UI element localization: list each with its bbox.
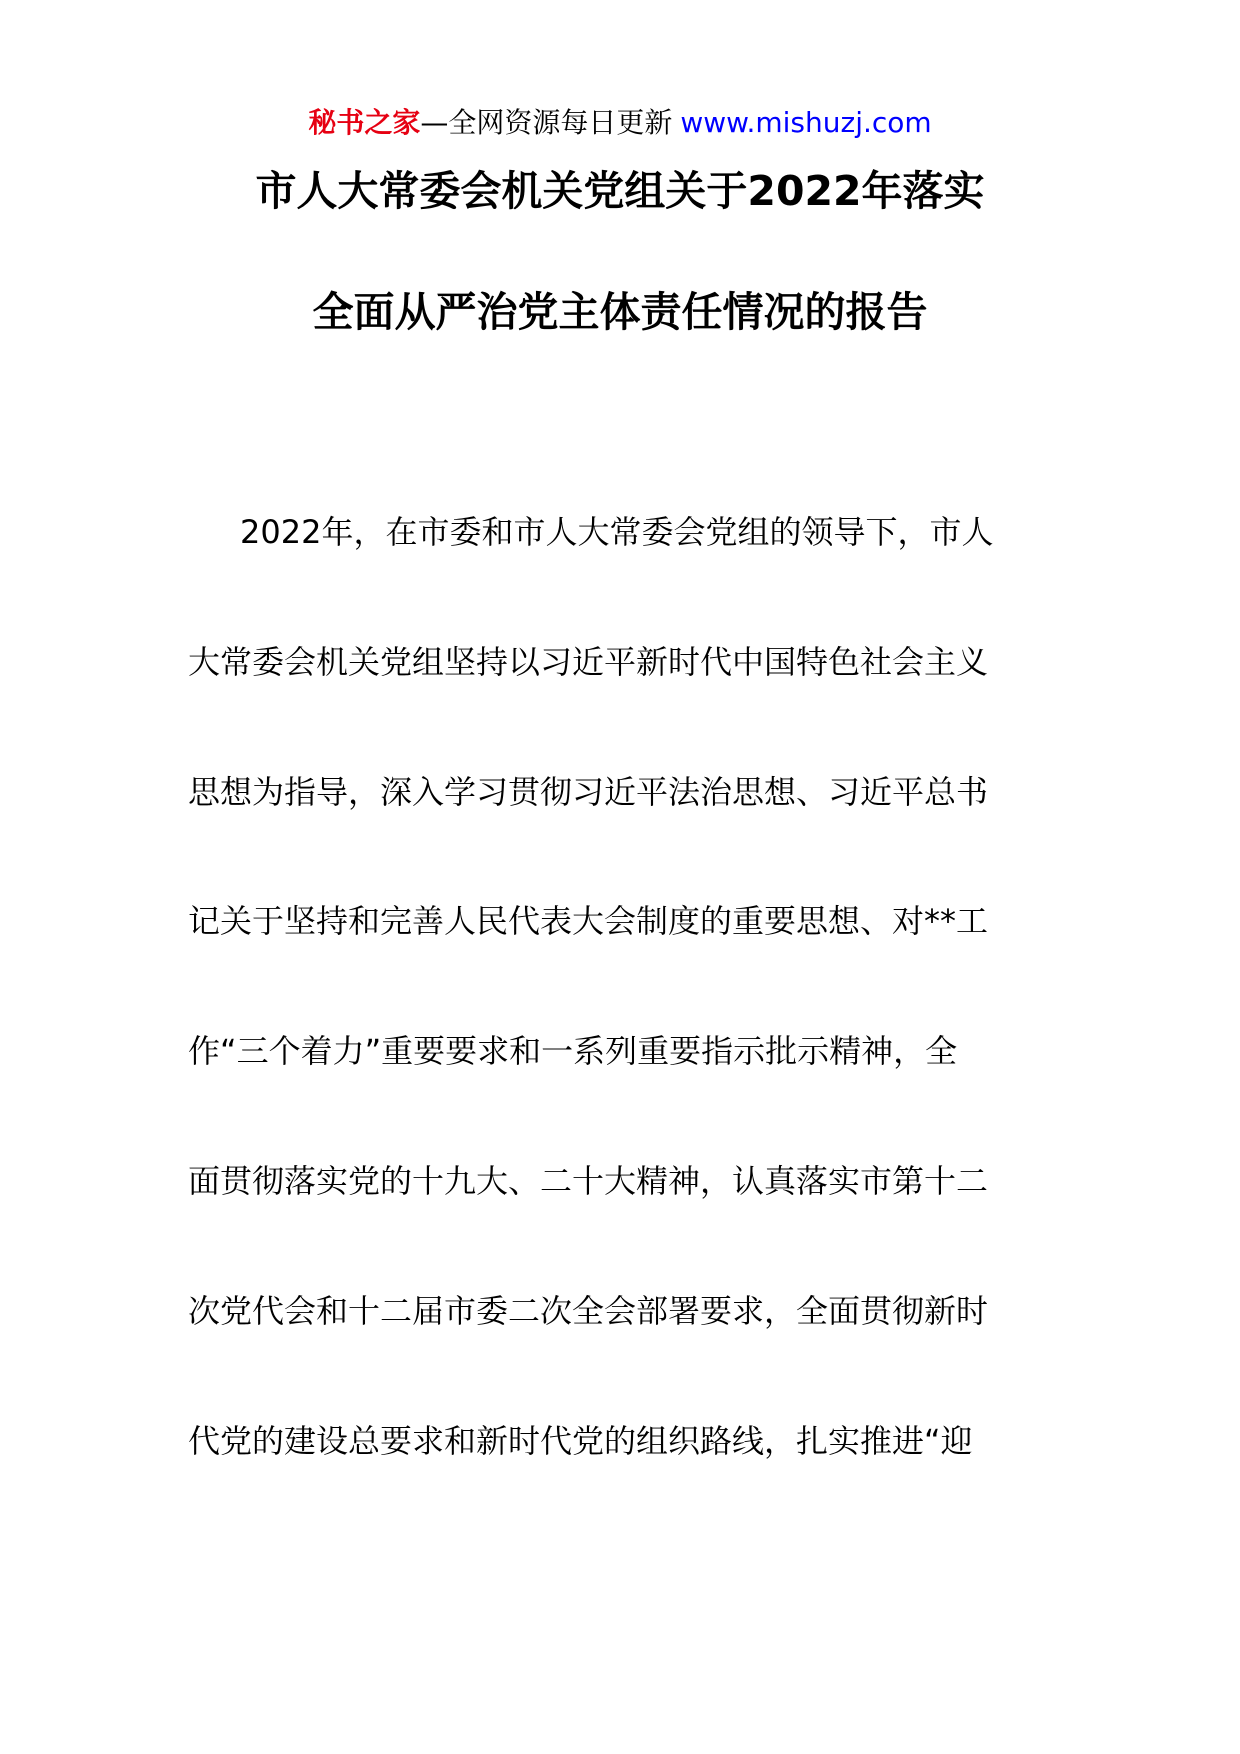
document-title-line-2: 全面从严治党主体责任情况的报告 [312, 288, 928, 336]
body-line-1: 2022年，在市委和市人大常委会党组的领导下，市人 [240, 513, 994, 551]
source-header [0, 103, 1240, 143]
website-link[interactable]: www.mishuzj.com [680, 106, 932, 139]
body-line-5: 作“三个着力”重要要求和一系列重要指示批示精神，全 [188, 1032, 958, 1070]
body-line-4: 记关于坚持和完善人民代表大会制度的重要思想、对**工 [188, 902, 989, 940]
body-line-2: 大常委会机关党组坚持以习近平新时代中国特色社会主义 [188, 643, 989, 681]
body-line-6: 面贯彻落实党的十九大、二十大精神，认真落实市第十二 [188, 1162, 989, 1200]
document-title-line-1: 市人大常委会机关党组关于2022年落实 [255, 167, 985, 215]
body-line-7: 次党代会和十二届市委二次全会部署要求，全面贯彻新时 [188, 1292, 989, 1330]
header-tagline: —全网资源每日更新 [420, 106, 673, 139]
body-line-3: 思想为指导，深入学习贯彻习近平法治思想、习近平总书 [188, 773, 989, 811]
body-line-8: 代党的建设总要求和新时代党的组织路线，扎实推进“迎 [188, 1422, 973, 1460]
brand-name: 秘书之家 [308, 106, 421, 139]
